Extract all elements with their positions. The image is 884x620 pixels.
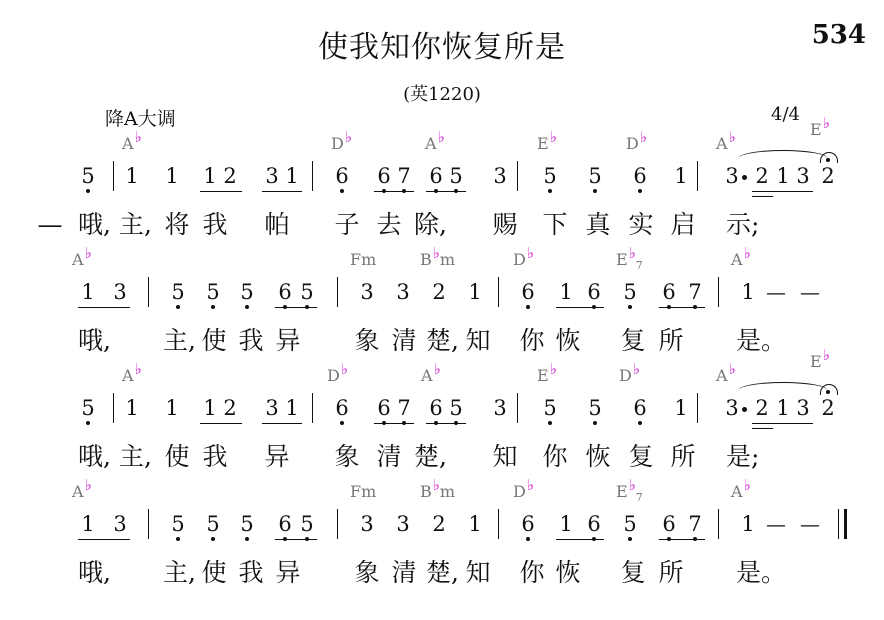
chord-symbol: E♭	[810, 346, 830, 371]
note: 6	[374, 164, 394, 188]
note: 3	[796, 396, 810, 420]
note: 3	[396, 280, 410, 304]
chord-symbol: D♭	[619, 360, 640, 385]
lyric-word: 我	[202, 442, 228, 471]
lyric-word: 除,	[414, 210, 447, 239]
note: 5	[446, 164, 466, 188]
note: 5	[297, 512, 317, 536]
note: 2	[223, 164, 237, 188]
lyric-word: 赐	[492, 210, 518, 239]
lyric-word: 所	[658, 558, 684, 587]
note: 5	[540, 396, 560, 420]
note: 5	[78, 164, 98, 188]
lyric-word: 将	[164, 210, 190, 239]
note: 3	[396, 512, 410, 536]
lyric-word: 是。	[736, 326, 787, 355]
bar-line	[697, 393, 698, 423]
note: —	[766, 280, 786, 304]
lyric-word: 我	[238, 326, 264, 355]
lyric-word: 象	[334, 442, 360, 471]
note: 5	[203, 280, 223, 304]
note: 5	[446, 396, 466, 420]
song-title: 使我知你恢复所是	[318, 30, 566, 65]
lyric-word: 象	[354, 326, 380, 355]
lyric-word: 复	[620, 558, 646, 587]
lyric-word: 你	[542, 442, 568, 471]
lyric-word: 楚,	[426, 558, 459, 587]
bar-line	[337, 277, 338, 307]
note: 2	[223, 396, 237, 420]
note: 7	[685, 512, 705, 536]
key-signature: 降A大调	[105, 108, 176, 130]
lyric-word: 恢	[555, 558, 581, 587]
bar-line	[148, 509, 149, 539]
beam-underline	[200, 423, 242, 424]
note: 2	[432, 512, 446, 536]
beam-underline	[752, 191, 813, 192]
augmentation-dot	[742, 407, 747, 412]
beam-underline	[275, 307, 317, 308]
lyric-word: 去	[376, 210, 402, 239]
note: 7	[394, 164, 414, 188]
bar-line	[113, 393, 114, 423]
lyric-word: 启	[670, 210, 696, 239]
chord-symbol: E♭	[810, 114, 830, 139]
note: 2	[755, 164, 769, 188]
note: 2	[821, 396, 835, 420]
note: 6	[275, 512, 295, 536]
lyric-word: 使	[201, 326, 227, 355]
note: 1	[125, 164, 139, 188]
note: 5	[297, 280, 317, 304]
lyric-word: 异	[275, 326, 301, 355]
note: 3	[493, 164, 507, 188]
lyric-word: 是。	[736, 558, 787, 587]
lyric-word: 所	[670, 442, 696, 471]
lyric-word: 使	[164, 442, 190, 471]
bar-line	[113, 161, 114, 191]
lyric-word: 异	[264, 442, 290, 471]
fermata-icon	[820, 384, 838, 395]
bar-line	[498, 277, 499, 307]
lyric-word: 主,	[163, 558, 196, 587]
lyric-word: 哦,	[78, 442, 111, 471]
note: 1	[741, 280, 755, 304]
note: 5	[585, 396, 605, 420]
chord-symbol: A♭	[72, 244, 92, 269]
note: 5	[540, 164, 560, 188]
chord-symbol: A♭	[716, 360, 736, 385]
chord-symbol: $E♭_7$	[616, 244, 643, 272]
note: 6	[630, 164, 650, 188]
chord-symbol: B♭m	[420, 476, 456, 501]
lyric-word: 下	[542, 210, 568, 239]
note: 6	[426, 396, 446, 420]
lyric-word: 帕	[264, 210, 290, 239]
bar-line	[838, 509, 839, 539]
chord-symbol: D♭	[327, 360, 348, 385]
chord-symbol: A♭	[122, 360, 142, 385]
note: 3	[265, 396, 279, 420]
note: 2	[755, 396, 769, 420]
hymn-number: 534	[811, 20, 866, 50]
note: 1	[674, 396, 688, 420]
chord-symbol: A♭	[425, 128, 445, 153]
chord-symbol: A♭	[731, 476, 751, 501]
bar-line	[498, 509, 499, 539]
lyric-word: 清	[376, 442, 402, 471]
lyric-word: 知	[465, 326, 491, 355]
note: 3	[113, 512, 127, 536]
note: 3	[360, 512, 374, 536]
lyric-word: 主,	[119, 210, 152, 239]
note: 1	[285, 164, 299, 188]
note: 6	[332, 164, 352, 188]
chord-symbol: E♭	[537, 360, 557, 385]
beam-underline	[752, 428, 773, 429]
note: 1	[81, 512, 95, 536]
lyric-word: 示;	[726, 210, 760, 239]
lyric-word: 异	[275, 558, 301, 587]
note: 1	[81, 280, 95, 304]
note: 5	[78, 396, 98, 420]
note: 1	[285, 396, 299, 420]
lyric-word: 所	[658, 326, 684, 355]
bar-line	[337, 509, 338, 539]
chord-symbol: E♭	[537, 128, 557, 153]
beam-underline	[556, 539, 604, 540]
note: 1	[203, 164, 217, 188]
note: —	[800, 512, 820, 536]
lyric-word: 象	[354, 558, 380, 587]
lyric-word: 我	[202, 210, 228, 239]
note: 6	[630, 396, 650, 420]
note: 6	[584, 280, 604, 304]
lyric-word: 知	[465, 558, 491, 587]
lyric-word: 楚,	[426, 326, 459, 355]
chord-symbol: Fm	[350, 250, 377, 269]
lyric-word: 哦,	[78, 210, 111, 239]
lyric-word: 你	[519, 326, 545, 355]
lyric-word: 恢	[585, 442, 611, 471]
note: 1	[776, 164, 790, 188]
note: 1	[741, 512, 755, 536]
lyric-word: 哦,	[78, 326, 111, 355]
beam-underline	[78, 539, 130, 540]
note: 5	[620, 512, 640, 536]
lyric-word: 知	[492, 442, 518, 471]
bar-line	[148, 277, 149, 307]
bar-line	[517, 393, 518, 423]
note: 6	[659, 512, 679, 536]
bar-line	[718, 509, 719, 539]
beam-underline	[752, 196, 773, 197]
lyric-word: 恢	[555, 326, 581, 355]
note: 3	[725, 396, 739, 420]
chord-symbol: D♭	[513, 244, 534, 269]
beam-underline	[78, 307, 130, 308]
bar-line	[697, 161, 698, 191]
beam-underline	[752, 423, 813, 424]
note: 3	[796, 164, 810, 188]
lyric-word: 我	[238, 558, 264, 587]
note: 1	[125, 396, 139, 420]
note: 1	[559, 280, 573, 304]
chord-symbol: B♭m	[420, 244, 456, 269]
slur	[738, 382, 828, 399]
chord-symbol: D♭	[331, 128, 352, 153]
note: 1	[203, 396, 217, 420]
note: 2	[821, 164, 835, 188]
lyric-word: 是;	[726, 442, 760, 471]
lyric-word: —	[37, 210, 63, 239]
chord-symbol: A♭	[72, 476, 92, 501]
lyric-word: 复	[620, 326, 646, 355]
final-bar-line	[844, 509, 847, 539]
note: 3	[360, 280, 374, 304]
lyric-word: 子	[334, 210, 360, 239]
note: 7	[394, 396, 414, 420]
augmentation-dot	[742, 175, 747, 180]
beam-underline	[556, 307, 604, 308]
chord-symbol: D♭	[626, 128, 647, 153]
beam-underline	[262, 423, 302, 424]
note: 5	[237, 280, 257, 304]
lyric-word: 哦,	[78, 558, 111, 587]
note: 5	[168, 280, 188, 304]
note: 1	[674, 164, 688, 188]
lyric-word: 清	[391, 558, 417, 587]
note: 3	[725, 164, 739, 188]
chord-symbol: A♭	[731, 244, 751, 269]
note: 2	[432, 280, 446, 304]
note: 7	[685, 280, 705, 304]
note: 1	[776, 396, 790, 420]
note: —	[766, 512, 786, 536]
note: 6	[332, 396, 352, 420]
lyric-word: 主,	[163, 326, 196, 355]
lyric-word: 你	[519, 558, 545, 587]
beam-underline	[262, 191, 302, 192]
chord-symbol: A♭	[122, 128, 142, 153]
lyric-word: 主,	[119, 442, 152, 471]
beam-underline	[426, 423, 466, 424]
chord-symbol: D♭	[513, 476, 534, 501]
bar-line	[312, 393, 313, 423]
time-signature: 4/4	[771, 104, 800, 125]
bar-line	[718, 277, 719, 307]
chord-symbol: Fm	[350, 482, 377, 501]
note: 5	[168, 512, 188, 536]
note: 6	[518, 512, 538, 536]
note: 3	[265, 164, 279, 188]
note: 3	[493, 396, 507, 420]
fermata-icon	[820, 152, 838, 163]
beam-underline	[275, 539, 317, 540]
beam-underline	[374, 191, 414, 192]
chord-symbol: $E♭_7$	[616, 476, 643, 504]
note: 3	[113, 280, 127, 304]
beam-underline	[374, 423, 414, 424]
lyric-word: 复	[628, 442, 654, 471]
lyric-word: 楚,	[414, 442, 447, 471]
note: 5	[203, 512, 223, 536]
beam-underline	[659, 539, 705, 540]
chord-symbol: A♭	[716, 128, 736, 153]
song-subtitle: (英1220)	[403, 84, 481, 105]
note: 6	[426, 164, 446, 188]
note: 1	[468, 512, 482, 536]
note: 6	[659, 280, 679, 304]
beam-underline	[426, 191, 466, 192]
lyric-word: 清	[391, 326, 417, 355]
note: 6	[275, 280, 295, 304]
lyric-word: 真	[585, 210, 611, 239]
note: 1	[165, 396, 179, 420]
note: 1	[468, 280, 482, 304]
bar-line	[312, 161, 313, 191]
note: 5	[585, 164, 605, 188]
note: 5	[620, 280, 640, 304]
beam-underline	[659, 307, 705, 308]
note: 6	[584, 512, 604, 536]
beam-underline	[200, 191, 242, 192]
note: 1	[165, 164, 179, 188]
lyric-word: 使	[201, 558, 227, 587]
note: 6	[374, 396, 394, 420]
note: 1	[559, 512, 573, 536]
note: 6	[518, 280, 538, 304]
slur	[738, 150, 828, 167]
note: 5	[237, 512, 257, 536]
note: —	[800, 280, 820, 304]
chord-symbol: A♭	[421, 360, 441, 385]
lyric-word: 实	[628, 210, 654, 239]
bar-line	[517, 161, 518, 191]
